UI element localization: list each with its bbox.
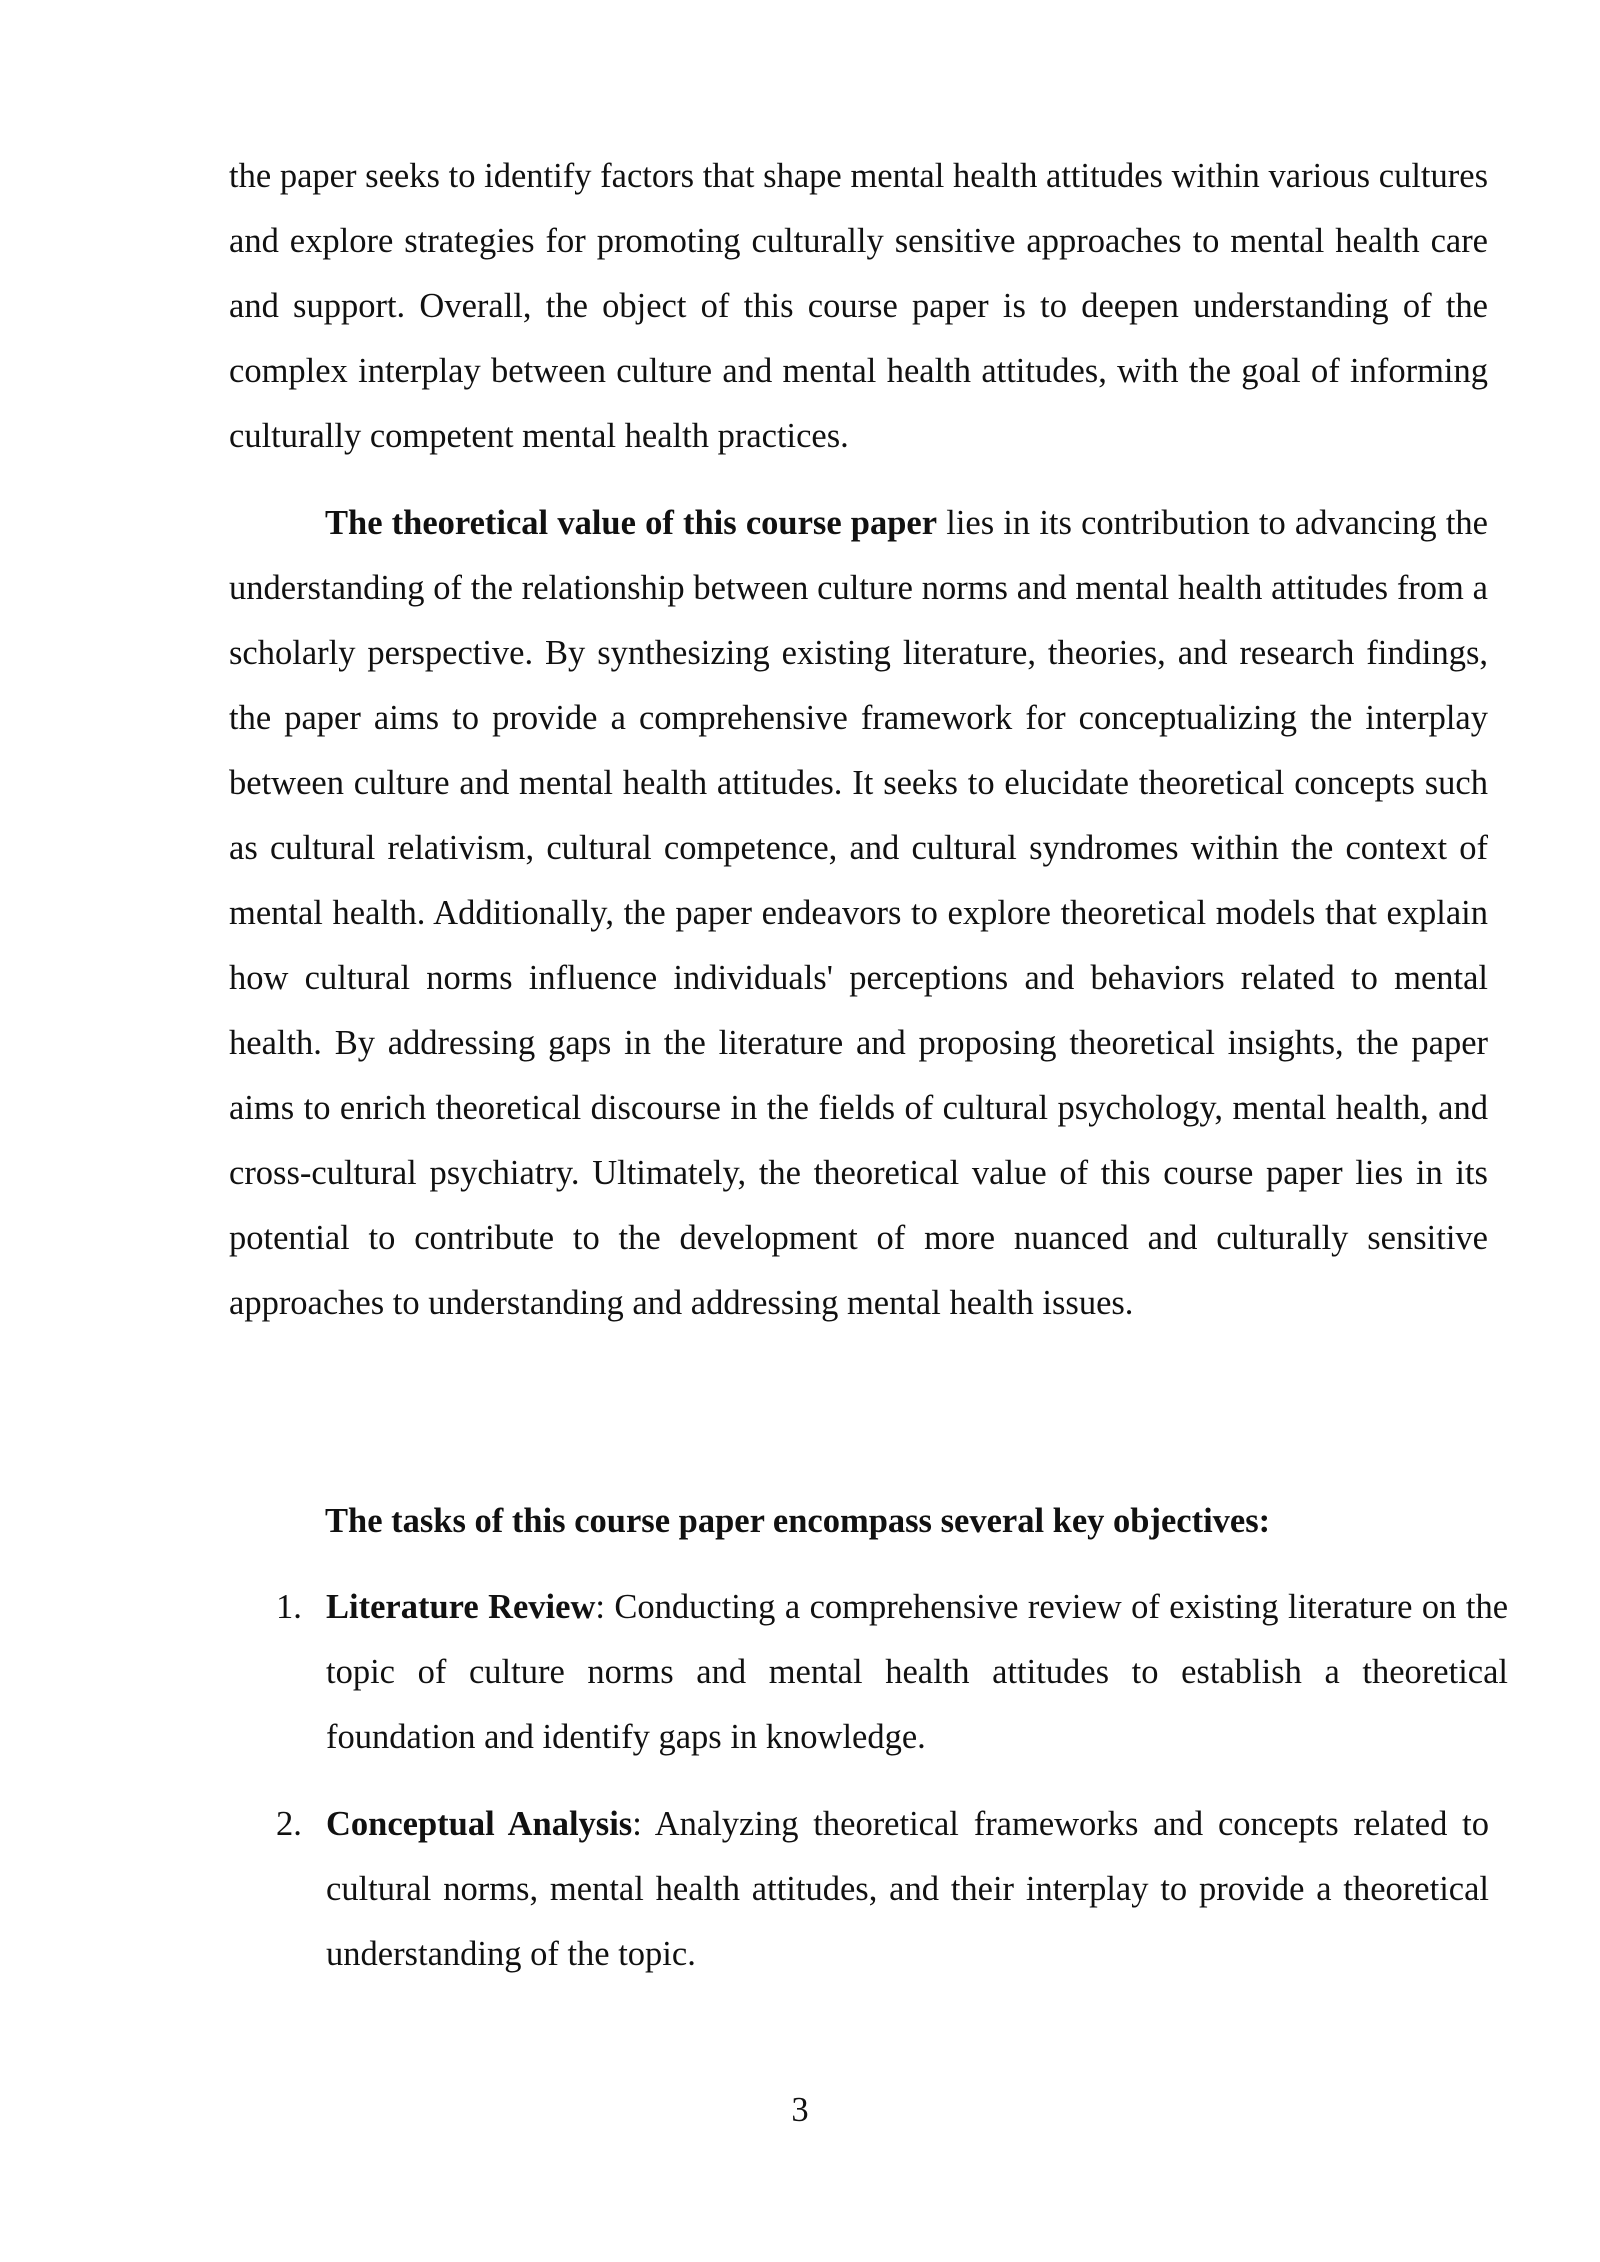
list-item-text: : Conducting a comprehensive review of existing literature on the topic of culture norms and mental health attitudes to establish a theoretical foundation and identify gaps in knowledge. <box>326 1588 1509 1756</box>
list-item-text: : Analyzing theoretical frameworks and concepts related to cultural norms, mental health attitudes, and their interplay to provide a theoretical understanding of the topic. <box>326 1805 1489 1973</box>
theoretical-value-text: lies in its contribution to advancing the understanding of the relationship between culture norms and mental health attitudes from a scholarly perspective. By synthesizing existing literature, theories, and research findings, the paper aims to provide a comprehensive framework for conceptualizing the interplay between culture and mental health attitudes. It seeks to elucidate theoretical concepts such as cultural relativism, cultural competence, and cultural syndromes within the context of mental health. Additionally, the paper endeavors to explore theoretical models that explain how cultural norms influence individuals' perceptions and behaviors related to mental health. By addressing gaps in the literature and proposing theoretical insights, the paper aims to enrich theoretical discourse in the fields of cultural psychology, mental health, and cross-cultural psychiatry. Ultimately, the theoretical value of this course paper lies in its potential to contribute to the development of more nuanced and culturally sensitive approaches to understanding and addressing mental health issues. <box>229 504 1488 1322</box>
list-item-title: Conceptual Analysis <box>326 1805 633 1843</box>
tasks-heading: The tasks of this course paper encompass several key objectives: <box>325 1502 1271 1540</box>
list-item-number: 1. <box>276 1588 302 1626</box>
page-number: 3 <box>791 2091 809 2129</box>
list-item-title: Literature Review <box>326 1588 596 1626</box>
list-item-number: 2. <box>276 1805 302 1843</box>
intro-paragraph: the paper seeks to identify factors that shape mental health attitudes within various cultures and explore strategies for promoting culturally sensitive approaches to mental health care and support. Overall, the object of this course paper is to deepen understanding of the complex interplay between culture and mental health attitudes, with the goal of informing culturally competent mental health practices. <box>229 157 1488 455</box>
theoretical-value-paragraph <box>229 491 1488 1336</box>
list-item-body <box>326 1792 1489 1987</box>
list-item-body <box>326 1575 1508 1770</box>
theoretical-value-lead: The theoretical value of this course paper <box>325 504 938 542</box>
